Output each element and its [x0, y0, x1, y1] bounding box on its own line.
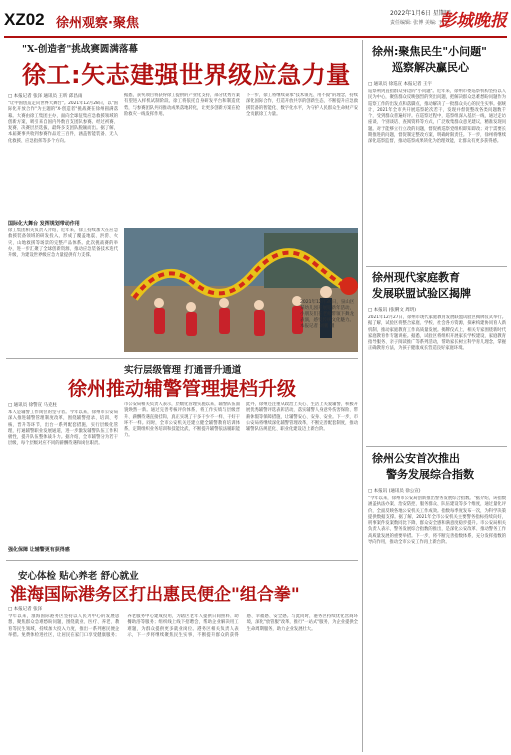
- masthead: [4, 6, 507, 36]
- header-rule: [4, 36, 507, 38]
- family-education-title-line-2: 发展联盟试验区揭牌: [372, 287, 471, 300]
- auxiliary-police-byline: □ 通讯员 徐警宣 马克柱: [8, 403, 58, 408]
- auxiliary-police-body-3: 此外，徐州还注重从政治上关心、生活上关爱辅警，积极开展优秀辅警评选表彰活动，落实辅警人身意外伤害保险、带薪休假等保障措施，让辅警安心、安身、安业。下一步，市公安局将继续深化辅警管理改革，不断完善配套制度，推动辅警队伍规范化、职业化建设迈上新台阶。: [246, 402, 358, 433]
- lead-headline: 徐工:矢志建强世界级应急力量: [22, 61, 351, 89]
- editor-credit: 责任编辑: 张博 美编: 王宁: [390, 20, 449, 26]
- port-district-headline: 淮海国际港务区打出惠民便企"组合拳": [10, 585, 300, 605]
- lead-body-3: 据悉，获奖项目将获得徐工提供的产业化支持，部分优秀方案有望进入样机试制阶段。徐工将依托自身研发平台和制造优势，与参赛团队共同推动成果落地转化，让更多创新方案在抢险救灾一线发挥作用。: [124, 93, 240, 117]
- lead-body-4: 下一步，徐工将继续秉承"技术领先、用不毁"的理念，持续深化国际合作，打造开放共享的创新生态，不断提升应急救援装备的智能化、数字化水平，为守护人民群众生命财产安全贡献徐工力量。: [246, 93, 358, 117]
- port-district-body: 今年以来，淮海国际港务区坚持以人民为中心的发展思想，聚焦群众急难愁盼问题，围绕就业、医疗、养老、教育等民生领域，持续加大投入力度，推出一系列惠民便企举措。免费体检进社区，让居民在家门口享受健康服务；养老服务中心建成投用，为辖区老年人提供日间照料、助餐助浴等服务；组织线上线下招聘会，帮助企业解决用工难题，为群众提供更多就业岗位。港务区相关负责人表示，下一步将继续聚焦民生实事，不断提升群众的获得感、幸福感、安全感。与此同时，港务区持续优化营商环境，深化"放管服"改革，推行"一站式"服务，为企业提供全生命周期服务，助力企业发展壮大。: [8, 614, 358, 638]
- family-education-title-line-1: 徐州现代家庭教育: [372, 271, 460, 284]
- auxiliary-police-kicker: 实行层级管理 打通晋升通道: [124, 365, 242, 376]
- sidebar-rule: [366, 266, 507, 267]
- port-district-kicker: 安心体检 贴心养老 舒心就业: [18, 571, 139, 582]
- page-code: XZ02: [4, 10, 45, 29]
- inspection-title-line-1: 徐州:聚焦民生"小问题": [372, 45, 487, 58]
- dragon-dance-photo: [124, 228, 358, 352]
- lead-subhead: 国际化大舞台 发挥规划带动作用: [8, 221, 80, 227]
- auxiliary-police-headline: 徐州推动辅警管理提档升级: [68, 378, 297, 400]
- lead-body-1: "让中国创造走向世界大舞台"。2021年12月28日，以"国际化开放合作"为主题的"X-创造者"挑战赛在徐州圆满落幕。大赛由徐工集团主办，面向全球征集应急救援领域的创新方案，吸引来自国内外数百支团队参赛。经过初赛、复赛、决赛层层选拔，最终多支团队脱颖而出。据了解，本届赛事共收到参赛作品近三百件，涵盖智能装备、无人化救援、应急指挥等多个方向。: [8, 101, 118, 144]
- police-index-title-line-1: 徐州公安首次推出: [372, 452, 460, 465]
- lead-byline: □ 本报记者 张泽 通讯员 王昕 邱昌雨: [8, 94, 83, 99]
- port-district-byline: □ 本报记者 张泽: [8, 607, 43, 612]
- police-index-byline: □ 本报讯 (通讯员 徐公宣): [368, 489, 421, 494]
- police-index-title-line-2: 警务发展综合指数: [386, 468, 474, 481]
- inspection-body: 巡察利剑直指群众身边的"小问题"。近年来，徐州市委巡察机构坚持以人民为中心，聚焦群众反映强烈的突出问题，把解决群众急难愁盼问题作为巡察工作的出发点和落脚点，推动解决了一批群众关心的民生实事。据统计，2021年全市共开展巡察轮次若干，发现并督促整改各类问题数千个，受到群众普遍好评。在巡察过程中，巡察组深入基层一线，通过走访座谈、个别谈话、查阅资料等方式，广泛收集群众意见建议，精准发现问题。对于能够立行立改的问题，督促被巡察党组织即知即改；对于需要长期推进的问题，督促制定整改方案，明确时限责任。下一步，徐州将继续深化巡察监督，推动巡察成果转化为治理效能，让群众有更多获得感。: [368, 89, 506, 145]
- sidebar-rule: [366, 446, 507, 447]
- auxiliary-police-subhead: 强化保障 让辅警更有获得感: [8, 547, 70, 553]
- inspection-title-line-2: 巡察解决赢民心: [392, 61, 469, 74]
- section-name: 徐州观察·聚焦: [56, 16, 139, 31]
- police-index-body: "今年以来，徐州市公安局创新推出警务发展综合指数。"据介绍，该指数涵盖执法办案、治安防控、服务群众、队伍建设等多个维度，通过量化评价，全面反映各地公安机关工作成效。指数每季度发布一次，为科学决策提供数据支撑。据了解，2021年全市公安机关主要警务指标持续向好，刑事案件发案数同比下降，群众安全感和满意度稳步提升。市公安局相关负责人表示，警务发展综合指数的推出，是深化公安改革、推动警务工作高质量发展的重要举措。下一步，将不断完善指数体系，充分发挥指数的导向作用，推动全市公安工作再上新台阶。: [368, 496, 506, 546]
- newspaper-logo: 彭城晚报: [439, 11, 507, 31]
- issue-date: 2022年1月6日 星期四: [390, 10, 451, 17]
- auxiliary-police-body-1: 本人是辅警工作岗位的坚守者。今年以来，徐州市公安局深入推进辅警管理制度改革，围绕辅警招录、培训、考核、晋升等环节，出台一系列配套措施，实行层级化管理，打通辅警职业发展通道，进一步激发辅警队伍工作积极性，提升队伍整体战斗力。据介绍，全市辅警分为若干层级，每个层级对应不同的薪酬待遇和岗位职责。: [8, 410, 118, 447]
- column-divider: [362, 40, 363, 752]
- family-education-byline: □ 本报讯 (张俐文 周玥): [368, 308, 417, 313]
- section-rule: [6, 358, 358, 359]
- photo-caption: 2021年12月30日，泉山区某幼儿园开展迎新年活动，小朋友们在老师带领下舞龙表演，感受传统文化魅力。本报记者 刘鹏 摄: [300, 300, 355, 329]
- lead-body-2: 徐工集团相关负责人介绍，近年来，徐工持续加大在应急救援装备领域的研发投入，形成了覆盖地震、洪涝、火灾、山地救援等场景的完整产品体系。此次挑战赛的举办，进一步汇聚了全球创新资源，推动应急装备技术迭代升级，为建设世界级应急力量提供有力支撑。: [8, 228, 118, 259]
- family-education-body: 2021年12月27日，徐州市现代家庭教育发展联盟试验区揭牌仪式举行。据了解，试验区将整合家庭、学校、社会各方资源，探索构建协同育人新机制，推动家庭教育工作高质量发展。揭牌仪式上，相关专家围绕新时代家庭教育作专题讲座。据悉，试验区将组织开展家长学校建设、家庭教育指导服务、亲子阅读推广等系列活动，帮助家长树立科学育儿理念，掌握正确教育方法，为孩子健康成长营造良好家庭环境。: [368, 315, 506, 352]
- auxiliary-police-body-2: 市公安局相关负责人表示，层级化管理实施以来，辅警队伍面貌焕然一新。通过完善考核评价体系，将工作实绩与层级晋升、薪酬待遇直接挂钩，真正实现了干多干少不一样、干好干坏不一样。同时，全市公安机关还建立健全辅警教育培训体系，定期组织业务培训和技能比武，不断提升辅警依法履职能力。: [124, 402, 240, 439]
- inspection-byline: □ 通讯员 徐巡宣 本报记者 王宇: [368, 82, 432, 87]
- section-rule: [6, 560, 358, 561]
- lead-kicker: "X-创造者"挑战赛圆满落幕: [22, 44, 138, 55]
- photo-illustration: [124, 228, 358, 352]
